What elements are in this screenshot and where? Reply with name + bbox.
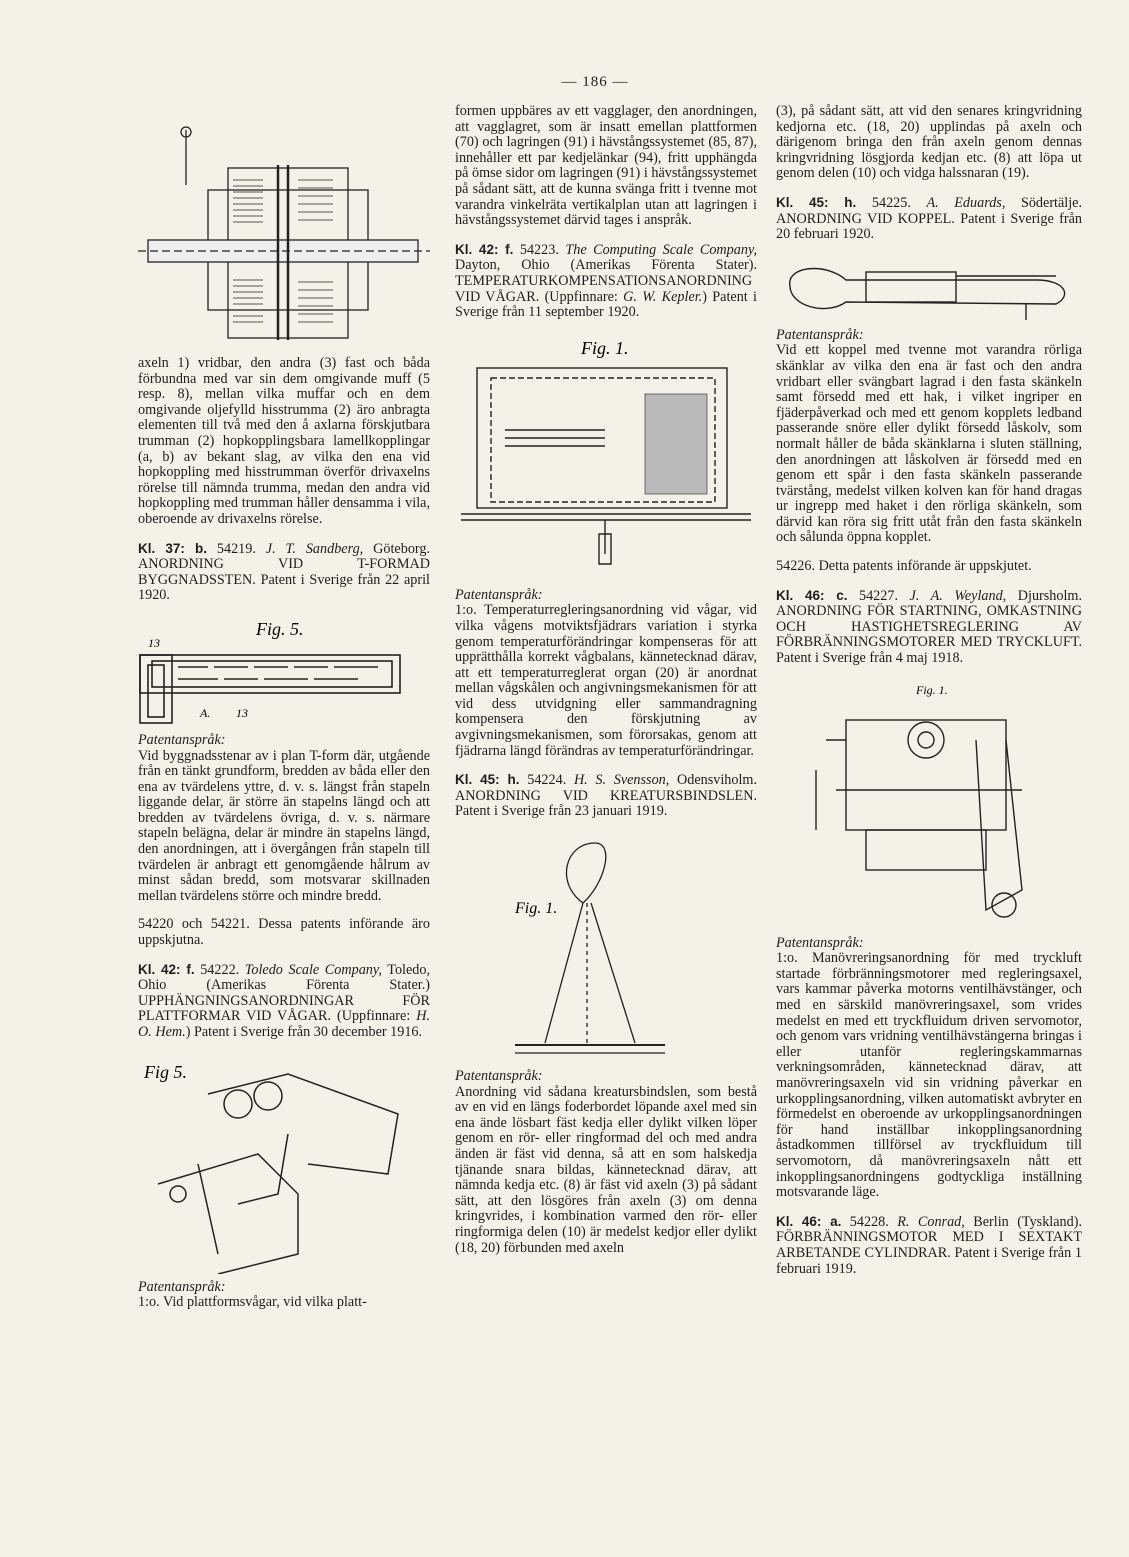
class-label: Kl. 46: a. (776, 1213, 842, 1229)
figure-engine-control (776, 680, 1082, 930)
entry-54228 (776, 1214, 1082, 1277)
claim-54225: Vid ett koppel med tvenne mot varandra rörliga skänklar av vilka den ena är fast och den andra vridbart eller svängbart lagrad i den fasta skänkeln samt försedd med ett hak, i vilket ingriper en fjäderpåverkad och med ett genom kopplets ledband passerande snöre eller dylikt försedd låskolv, som normalt håller de båda skänklarna i sluten ställning, den anordningen att låskolven är försedd med en genom ett spår i den fasta skänkeln passerande tvärstång, medelst vilken kolven kan för hand dragas ur ingrepp med haket i den rörliga skänkeln, som därvid kan röra sig fritt utåt från den fasta skänkeln och sålunda öppna kopplet. (776, 342, 1082, 546)
claim-54224: Anordning vid sådana kreatursbindslen, som bestå av en vid en längs foderbordet löpande axel med sin ena ände lösbart fäst kedja eller dylikt vilken löper genom en rör- eller ringformad del och med andra änden är fäst vid denna, så att en som halskedja tjänande snara bildas, kännetecknad därav, att nämnda kedja etc. (8) är fäst vid axeln (3) på sådant sätt, att den lösgöres från axeln (3) om denna kringvrides, i kombination varmed den rör- eller ringformiga delen (10) är medelst kedjor eller dylikt (18, 20) förbunden med axeln (455, 1083, 757, 1256)
patent-number: 54222. (200, 961, 240, 978)
patent-text: Djursholm. ANORDNING FÖR STARTNING, OMKASTNING OCH HASTIGHETSREGLERING AV FÖRBRÄNNINGSMOTORER MED TRYCKLUFT. Patent i Sverige från 4 maj 1918. (776, 587, 1082, 667)
paragraph-continued: (3), på sådant sätt, att vid den senares kringvridning kedjorna etc. (18, 20) upplindas på axeln och därigenom bringa den från axeln genom dennas kringvridning lösgjorda kedjan etc. (8) att löpa ut genom delen (10) och vidga halssnaran (19). (776, 103, 1082, 182)
paragraph-54220: 54220 och 54221. Dessa patents införande äro uppskjutna. (138, 916, 430, 949)
claim-54223: 1:o. Temperaturregleringsanordning vid vågar, vid vilka vågens motviktsfjädrars variation i styrka genom temperaturförändringar kompenseras för att upprätthålla korrekt vågbalans, kännetecknad därav, att ett temperaturreglerat organ (20) är anordnat mellan vågskålen och angivningsmekanismen för att vid dess utvidgning eller sammandragning kompensera den förskjutning av avgivningsmekanismen, som förorsakas, genom att fjädrarna längd förändras av temperaturförändringar. (455, 602, 757, 759)
paragraph-54226: 54226. Detta patents införande är uppskjutet. (776, 558, 1032, 575)
patentansprak-heading: Patentanspråk: (138, 1278, 226, 1295)
patent-text: Odensviholm. ANORDNING VID KREATURSBINDSLEN. Patent i Sverige från 23 januari 1919. (455, 772, 757, 820)
patentansprak-heading: Patentanspråk: (138, 731, 226, 748)
class-label: Kl. 42: f. (455, 241, 514, 257)
entry-54225 (776, 195, 1082, 243)
entry-54219 (138, 541, 430, 604)
patent-text: Södertälje. ANORDNING VID KOPPEL. Patent i Sverige från 20 februari 1920. (776, 194, 1083, 243)
column-3 (776, 104, 1082, 1290)
fig5b-label: Fig 5. (144, 1061, 187, 1082)
patent-author: R. Conrad, (897, 1213, 965, 1230)
patent-tail: ) Patent i Sverige från 11 september 1920. (455, 288, 757, 321)
patent-number: 54219. (216, 540, 256, 557)
entry-54222 (138, 962, 430, 1041)
column-1 (138, 104, 430, 1324)
class-label: Kl. 42: f. (138, 961, 195, 977)
inventor-name: H. O. Hem. (138, 1008, 430, 1040)
fig1b-label: Fig. 1. (515, 900, 558, 918)
fig5-ref-a: 13 (148, 635, 160, 650)
class-label: Kl. 46: c. (776, 587, 848, 603)
patent-author: Toledo Scale Company, (244, 961, 382, 978)
patent-number: 54223. (519, 241, 559, 258)
figure-t-stone (138, 617, 430, 727)
patent-number: 54224. (527, 772, 567, 789)
patent-number: 54228. (849, 1213, 889, 1230)
class-label: Kl. 45: h. (455, 772, 520, 788)
patent-author: H. S. Svensson, (573, 772, 670, 789)
paragraph-continued: formen uppbäres av ett vagglager, den anordningen, att vagglagret, som är insatt emellan plattformen (70) och lagringen (91) i hävstångssystemet (85, 87), innehåller ett par kedjelänkar (94), fritt upphängda på ömse sidor om lagringen (91) i hävstångssystemet på sådant sätt, att de kunna svänga fritt i tvenne mot varandra vinkelräta vertikalplan utan att lagringen i hävstångssystemet därvid tages i anspråk. (455, 103, 757, 229)
claim-54219: Vid byggnadsstenar av i plan T-form där, utgående från en tänkt grundform, bredden av båda eller den ena av tvärdelens yttre, d. v. s. längst från stapeln liggande delar, är större än stapelns längd och att bredden av tvärdelens övriga, d. v. s. närmare stapeln belägna, delar är mindre än stapelns längd, den anordningen, att i övergången från stapeln till tvärdelen är anbragt ett genomgående hålrum av minst sådan bredd, som motsvarar skillnaden mellan tvärdelens större och mindre bredd. (138, 747, 430, 904)
figure-tether (455, 833, 757, 1063)
patentansprak-heading: Patentanspråk: (776, 934, 864, 951)
patent-author: A. Eduards, (926, 194, 1006, 211)
fig5-ref-c: 13 (236, 705, 248, 720)
class-label: Kl. 45: h. (776, 194, 857, 210)
entry-54223 (455, 242, 757, 321)
fig5-ref-b: A. (200, 705, 211, 720)
paragraph-intro: axeln 1) vridbar, den andra (3) fast och båda förbundna med var sin dem omgivande muff (5 resp. 8), mellan vilka muffar och en dem omgivande oljefylld hisstrumma (2) äro anbragta elementen till två med den å axlarna förskjutbara trumman (2) hopkopplingsbara lamellkopplingar (a, b) av bekant slag, av vilka den ena vid hopkoppling med hisstrumman överför drivaxelns rörelse till nämnda trumma, medan den andra vid hopkoppling med trumman håller densamma i vila, oberoende av drivaxelns rörelse. (138, 355, 430, 527)
figure-coupling-drawing (138, 110, 430, 350)
claim-54227: 1:o. Manövreringsanordning för med tryckluft startade förbränningsmotorer med regleringsaxel, vars kammar påverka motorns ventilhävstänger, och med en särskild manövreringsaxel, som vrides medelst en med ett tryckfluidum driven servomotor, och genom vars vridning ventilhävstängerna bringas i eller utanför regleringskammarnas verkningsområden, kännetecknad därav, att manövreringsaxeln vid sin vridning påverkar en urkopplingsanordning, vilken automatiskt avbryter en förmedelst en oberoende av urkopplingsanordningen för hand inställbar inkopplingsanordning åstadkommen tillförsel av tryckfluidum till servomotorn, då manövreringsaxeln nått ett inkopplingsanordningens godtyckliga inställning motsvarande läge. (776, 950, 1082, 1201)
figure-scale-mechanism (455, 334, 757, 582)
patent-text: Göteborg. ANORDNING VID T-FORMAD BYGGNADSSTEN. Patent i Sverige från 22 april 1920. (138, 540, 431, 604)
entry-54224 (455, 772, 757, 820)
claim-54222: 1:o. Vid plattformsvågar, vid vilka platt- (138, 1294, 367, 1311)
patent-text: Dayton, Ohio (Amerikas Förenta Stater). TEMPERATURKOMPENSATIONSANORDNING VID VÅGAR. (Uppfinnare: (455, 257, 757, 305)
inventor-name: G. W. Kepler. (623, 288, 703, 305)
figure-suspension (138, 1054, 430, 1274)
patent-author: The Computing Scale Company, (565, 241, 758, 258)
fig1-label: Fig. 1. (581, 337, 629, 358)
page-number: — 186 — (561, 74, 629, 90)
class-label: Kl. 37: b. (138, 540, 207, 556)
fig5-label: Fig. 5. (256, 618, 304, 639)
patent-text: Toledo, Ohio (Amerikas Förenta Stater.) UPPHÄNGNINGSANORDNINGAR FÖR PLATTFORMAR VID VÅGAR. (Uppfinnare: (138, 961, 431, 1025)
entry-54227 (776, 588, 1082, 667)
column-2 (455, 104, 757, 1269)
patentansprak-heading: Patentanspråk: (455, 1068, 543, 1085)
patent-author: J. A. Weyland, (909, 587, 1007, 604)
patent-number: 54227. (858, 587, 898, 604)
patent-text: Berlin (Tyskland). FÖRBRÄNNINGSMOTOR MED I SEXTAKT ARBETANDE CYLINDRAR. Patent i Sverige från 1 februari 1919. (776, 1213, 1082, 1277)
patentansprak-heading: Patentanspråk: (776, 326, 864, 343)
figure-coupling-leash (776, 256, 1082, 322)
patentansprak-heading: Patentanspråk: (455, 586, 543, 603)
patent-author: J. T. Sandberg, (265, 540, 364, 557)
patent-tail: ) Patent i Sverige från 30 december 1916. (185, 1024, 423, 1040)
fig1c-label: Fig. 1. (916, 682, 948, 697)
patent-number: 54225. (871, 194, 911, 211)
